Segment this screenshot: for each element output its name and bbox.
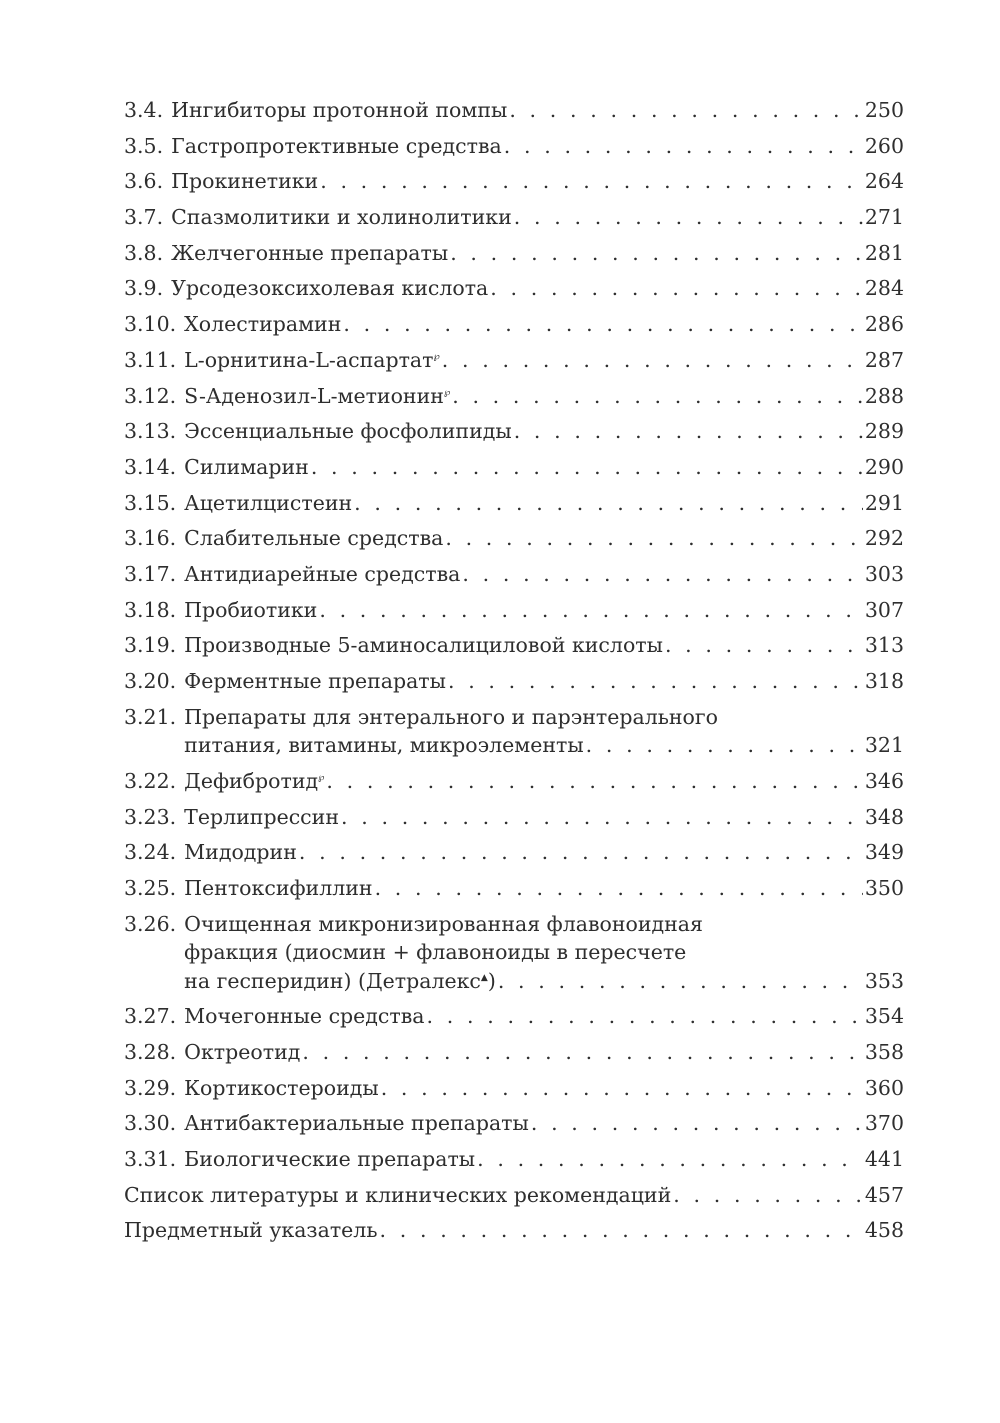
page-number: 303 [864, 561, 904, 586]
toc-entry[interactable] [124, 1181, 904, 1217]
entry-number: 3.13. [124, 419, 177, 444]
entry-number: 3.8. [124, 240, 164, 265]
entry-title [184, 767, 324, 796]
entry-number: 3.24. [124, 840, 177, 865]
dot-leader [326, 767, 862, 796]
dot-leader [509, 96, 863, 125]
toc-entry[interactable] [124, 239, 904, 275]
entry-title [171, 167, 318, 196]
entry-title [184, 596, 317, 625]
entry-title [171, 239, 448, 268]
registration-mark-icon: ℘ [433, 351, 440, 362]
entry-title [184, 1109, 529, 1138]
dot-leader [514, 203, 863, 232]
entry-title-text: Пробиотики [184, 597, 318, 622]
entry-title [171, 132, 502, 161]
dot-leader [531, 1109, 863, 1138]
toc-entry[interactable] [124, 1074, 904, 1110]
entry-number: 3.18. [124, 597, 177, 622]
entry-number: 3.4. [124, 98, 164, 122]
dot-leader [427, 1002, 863, 1031]
entry-title [184, 489, 352, 518]
entry-number: 3.17. [124, 561, 177, 586]
dot-leader [477, 1145, 863, 1174]
entry-number: 3.15. [124, 490, 177, 515]
entry-title [171, 96, 507, 125]
entry-title-text: Прокинетики [171, 169, 319, 194]
entry-title-text: Кортикостероиды [184, 1075, 379, 1100]
toc-entry[interactable] [124, 167, 904, 203]
page-number: 370 [864, 1111, 904, 1136]
entry-title-tail: ) [487, 968, 496, 993]
entry-title [184, 803, 339, 832]
entry-title-text: Производные 5-аминосалициловой кислоты [184, 633, 663, 658]
toc-entry[interactable] [124, 132, 904, 168]
entry-title-text: фракция (диосмин + флавоноиды в пересчете [184, 940, 687, 965]
entry-title-text: Пентоксифиллин [184, 875, 373, 900]
entry-title [184, 940, 686, 964]
entry-title-text: Силимарин [184, 454, 309, 479]
entry-title-text: Препараты для энтерального и парэнтерального [184, 704, 718, 729]
toc-entry[interactable] [124, 803, 904, 839]
entry-title-text: Желчегонные препараты [171, 240, 449, 265]
entry-title-text: Антибактериальные препараты [184, 1111, 529, 1136]
toc-entry[interactable] [124, 1145, 904, 1181]
entry-title-text: Ацетилцистеин [184, 490, 353, 515]
entry-title-text: Терлипрессин [184, 804, 339, 829]
entry-number: 3.26. [124, 911, 177, 936]
registration-mark-icon: ▲ [480, 972, 488, 983]
entry-title [124, 1181, 671, 1210]
entry-title [184, 1074, 379, 1103]
toc-entry[interactable] [124, 524, 904, 560]
entry-number: 3.22. [124, 768, 177, 793]
toc-entry[interactable] [124, 274, 904, 310]
dot-leader [452, 382, 863, 411]
registration-mark-icon: ℘ [318, 772, 325, 783]
page-number: 287 [864, 347, 904, 372]
dot-leader [448, 667, 863, 696]
entry-title [184, 874, 372, 903]
toc-entry[interactable] [124, 838, 904, 874]
page-number: 348 [864, 804, 904, 829]
dot-leader [302, 1038, 863, 1067]
entry-number: 3.23. [124, 804, 177, 829]
page-number: 349 [864, 840, 904, 865]
page-number: 346 [864, 768, 904, 793]
page-number: 289 [864, 419, 904, 444]
toc-entry[interactable] [124, 874, 904, 910]
entry-title [184, 417, 512, 446]
dot-leader [380, 1216, 863, 1245]
page-number: 291 [864, 490, 904, 515]
entry-number: 3.25. [124, 875, 177, 900]
entry-title [184, 1038, 300, 1067]
page-number: 264 [864, 169, 904, 194]
entry-title [184, 1002, 424, 1031]
page-number: 321 [864, 733, 904, 758]
entry-title-text: Предметный указатель [124, 1218, 378, 1243]
page-number: 260 [864, 133, 904, 158]
entry-title-text: Мочегонные средства [184, 1004, 425, 1029]
toc-entry[interactable] [124, 489, 904, 525]
dot-leader [498, 967, 863, 996]
entry-number: 3.6. [124, 169, 164, 194]
entry-title [184, 524, 443, 553]
page-number: 288 [864, 383, 904, 408]
entry-title-text: питания, витамины, микроэлементы [184, 733, 584, 758]
entry-title-text: Антидиарейные средства [184, 561, 461, 586]
toc-entry[interactable] [124, 703, 904, 767]
page-number: 284 [864, 276, 904, 301]
entry-title-text: на гесперидин) (Детралекс [184, 968, 481, 993]
dot-leader [514, 417, 863, 446]
page-number: 353 [864, 968, 904, 993]
entry-title [184, 382, 450, 411]
dot-leader [354, 489, 863, 518]
page-number: 290 [864, 454, 904, 479]
entry-title [171, 274, 488, 303]
entry-title [184, 310, 341, 339]
toc-entry[interactable] [124, 203, 904, 239]
toc-entry[interactable] [124, 596, 904, 632]
entry-title-text: S-Аденозил-L-метионин [184, 383, 444, 408]
entry-title-text: Октреотид [184, 1040, 301, 1064]
entry-number: 3.31. [124, 1147, 177, 1172]
dot-leader [343, 310, 862, 339]
entry-title [184, 731, 584, 760]
dot-leader [504, 132, 863, 161]
entry-title-text: Спазмолитики и холинолитики [171, 205, 512, 230]
dot-leader [320, 167, 863, 196]
dot-leader [490, 274, 863, 303]
entry-title [184, 453, 309, 482]
page-number: 458 [864, 1218, 904, 1243]
page-number: 313 [864, 633, 904, 658]
dot-leader [375, 874, 863, 903]
toc-entry[interactable] [124, 910, 904, 1003]
entry-number: 3.29. [124, 1075, 177, 1100]
entry-title [184, 346, 440, 375]
entry-number: 3.7. [124, 205, 164, 230]
entry-number: 3.28. [124, 1040, 177, 1064]
entry-title [171, 203, 512, 232]
entry-number: 3.30. [124, 1111, 177, 1136]
entry-number: 3.10. [124, 312, 177, 337]
dot-leader [586, 731, 863, 760]
toc-entry[interactable] [124, 382, 904, 418]
entry-number: 3.5. [124, 133, 164, 158]
table-of-contents [124, 96, 904, 1252]
entry-title-text: Биологические препараты [184, 1147, 476, 1172]
entry-number: 3.27. [124, 1004, 177, 1029]
entry-title-text: Холестирамин [184, 312, 342, 337]
page-number: 350 [864, 875, 904, 900]
dot-leader [319, 596, 863, 625]
entry-title-text: L-орнитина-L-аспартат [184, 347, 434, 372]
entry-number: 3.20. [124, 669, 177, 693]
entry-title-text: Эссенциальные фосфолипиды [184, 419, 512, 444]
toc-entry[interactable] [124, 1216, 904, 1252]
entry-title-text: Список литературы и клинических рекомендаций [124, 1182, 672, 1207]
page-number: 358 [864, 1040, 904, 1064]
page-number: 360 [864, 1075, 904, 1100]
page-number: 292 [864, 526, 904, 551]
toc-entry[interactable] [124, 1109, 904, 1145]
toc-entry[interactable] [124, 96, 904, 132]
toc-entry[interactable] [124, 1002, 904, 1038]
dot-leader [311, 453, 863, 482]
entry-title-text: Ферментные препараты [184, 669, 446, 693]
page-number: 318 [864, 669, 904, 693]
entry-title [184, 1145, 475, 1174]
page-number: 271 [864, 205, 904, 230]
entry-number: 3.21. [124, 704, 177, 729]
entry-title [184, 838, 297, 867]
entry-number: 3.11. [124, 347, 177, 372]
toc-entry[interactable] [124, 667, 904, 703]
dot-leader [442, 346, 863, 375]
page-number: 354 [864, 1004, 904, 1029]
dot-leader [673, 1181, 863, 1210]
dot-leader [665, 631, 863, 660]
dot-leader [445, 524, 863, 553]
dot-leader [462, 560, 862, 589]
entry-title-text: Гастропротективные средства [171, 133, 502, 158]
toc-entry[interactable] [124, 346, 904, 382]
entry-title-text: Ингибиторы протонной помпы [171, 98, 508, 122]
entry-title-text: Мидодрин [184, 840, 297, 865]
entry-title [124, 1216, 378, 1245]
dot-leader [450, 239, 863, 268]
toc-entry[interactable] [124, 631, 904, 667]
dot-leader [381, 1074, 863, 1103]
entry-number: 3.9. [124, 276, 164, 301]
toc-entry[interactable] [124, 417, 904, 453]
entry-title [184, 912, 703, 936]
entry-title [184, 967, 496, 996]
entry-title [184, 560, 460, 589]
entry-title [184, 667, 446, 696]
entry-number: 3.14. [124, 454, 177, 479]
toc-entry[interactable] [124, 453, 904, 489]
page-number: 441 [864, 1147, 904, 1172]
entry-title-text: Урсодезоксихолевая кислота [171, 276, 489, 301]
entry-title-text: Дефибротид [184, 768, 319, 793]
toc-entry[interactable] [124, 560, 904, 596]
page-number: 250 [864, 98, 904, 122]
entry-title-text: Слабительные средства [184, 526, 444, 551]
entry-number: 3.16. [124, 526, 177, 551]
dot-leader [341, 803, 863, 832]
entry-number: 3.12. [124, 383, 177, 408]
entry-title [184, 705, 718, 729]
page-number: 457 [864, 1182, 904, 1207]
entry-title-text: Очищенная микронизированная флавоноидная [184, 911, 703, 936]
page-number: 281 [864, 240, 904, 265]
toc-entry[interactable] [124, 310, 904, 346]
registration-mark-icon: ℘ [443, 387, 451, 398]
toc-entry[interactable] [124, 1038, 904, 1074]
page-number: 307 [864, 597, 904, 622]
toc-entry[interactable] [124, 767, 904, 803]
page-number: 286 [864, 312, 904, 337]
entry-title [184, 631, 663, 660]
dot-leader [299, 838, 863, 867]
entry-number: 3.19. [124, 633, 177, 658]
